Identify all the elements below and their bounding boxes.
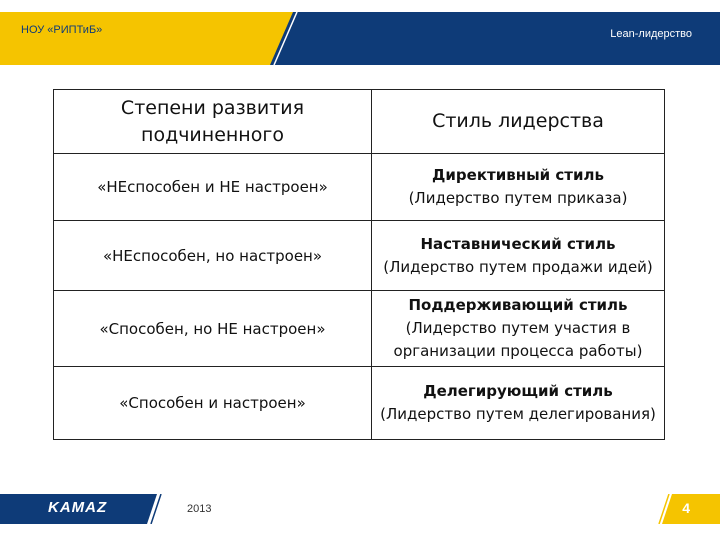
style-cell — [372, 154, 665, 221]
kamaz-logo: KAMAZ — [48, 499, 108, 516]
year-label: 2013 — [187, 503, 212, 515]
leadership-styles-table — [53, 89, 665, 440]
readiness-cell: «НЕспособен и НЕ настроен» — [54, 154, 372, 221]
style-cell — [372, 291, 665, 367]
footer-band — [0, 494, 720, 524]
header-readiness: Степени развития подчиненного — [54, 90, 372, 154]
table-row — [54, 221, 665, 291]
style-name: Наставнический стиль — [420, 234, 616, 253]
header-style: Стиль лидерства — [372, 90, 665, 154]
style-cell — [372, 367, 665, 440]
readiness-cell: «Способен и настроен» — [54, 367, 372, 440]
style-name: Делегирующий стиль — [423, 382, 613, 400]
topic-label: Lean-лидерство — [610, 28, 692, 40]
readiness-cell: «НЕспособен, но настроен» — [54, 221, 372, 291]
organization-label: НОУ «РИПТиБ» — [21, 24, 103, 36]
readiness-cell: «Способен, но НЕ настроен» — [54, 291, 372, 367]
style-description: (Лидерство путем продажи идей) — [383, 257, 653, 276]
table-row — [54, 291, 665, 367]
style-description: (Лидерство путем участия в организации процесса работы) — [393, 319, 643, 360]
style-description: (Лидерство путем приказа) — [408, 189, 628, 207]
style-description: (Лидерство путем делегирования) — [380, 405, 656, 423]
style-name: Директивный стиль — [432, 166, 604, 184]
table-row — [54, 154, 665, 221]
page-number: 4 — [682, 500, 690, 516]
style-cell — [372, 221, 665, 291]
table-row — [54, 367, 665, 440]
style-name: Поддерживающий стиль — [408, 296, 628, 314]
table-header-row — [54, 90, 665, 154]
